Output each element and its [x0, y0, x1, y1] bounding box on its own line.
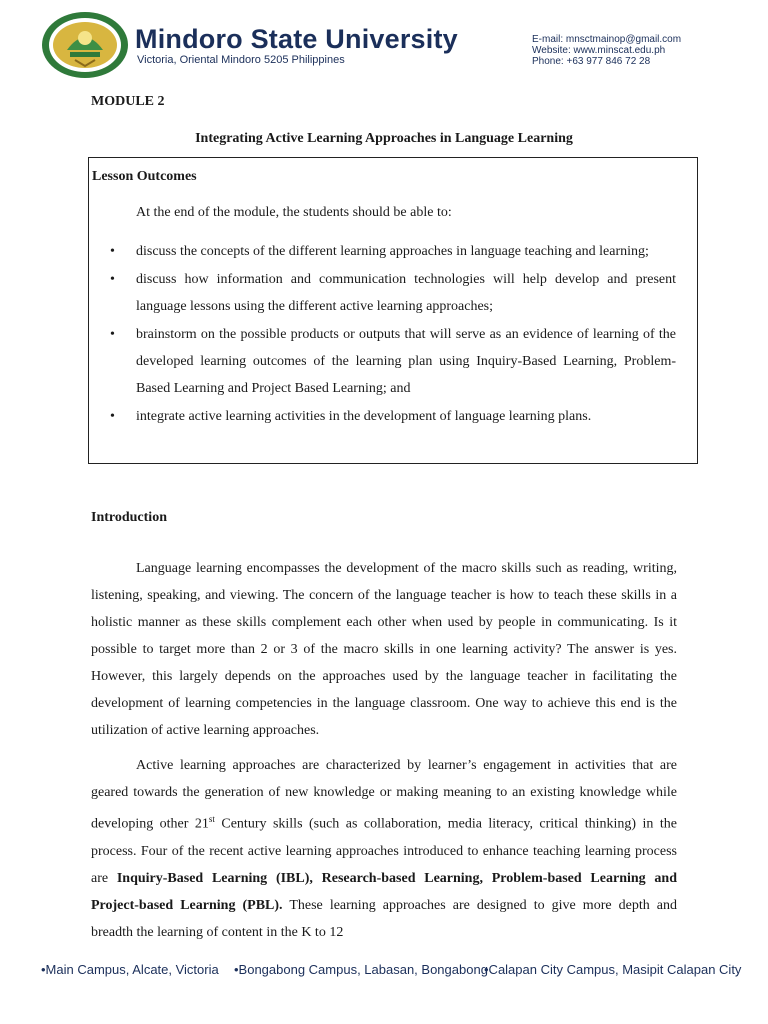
paragraph-text: These learning approaches are designed to give more depth and breadth the learning of content in the K to 12 — [91, 897, 677, 940]
bullet-icon: • — [110, 409, 115, 424]
list-item — [89, 321, 697, 402]
contact-block — [532, 34, 681, 67]
contact-phone: Phone: +63 977 846 72 28 — [532, 56, 651, 67]
list-item — [89, 266, 697, 320]
bold-approaches-text: Inquiry-Based Learning (IBL), Research-based Learning, Problem-based Learning and Project-based Learning (PBL). — [91, 870, 677, 913]
list-item — [89, 403, 697, 430]
university-address: Victoria, Oriental Mindoro 5205 Philippines — [137, 54, 345, 66]
introduction-paragraph-1: Language learning encompasses the development of the macro skills such as reading, writing, listening, speaking, and viewing. The concern of the language teacher is how to teach these skills in a holistic manner as these skills complement each other when used by people in communicating. Is it possible to target more than 2 or 3 of the macro skills in one learning activity? The answer is yes. However, this largely depends on the approaches used by the language teacher in facilitating the development of learning competencies in the language classroom. One way to achieve this end is the utilization of active learning approaches. — [91, 561, 677, 738]
module-label: MODULE 2 — [91, 94, 165, 109]
contact-website: Website: www.minscat.edu.ph — [532, 45, 666, 56]
footer-campus-calapan: •Calapan City Campus, Masipit Calapan City — [484, 962, 742, 977]
module-title: Integrating Active Learning Approaches in Language Learning — [195, 131, 573, 146]
outcome-text: discuss how information and communication technologies will help develop and present language lessons using the different active learning approaches; — [136, 272, 676, 314]
lesson-outcomes-heading: Lesson Outcomes — [92, 169, 197, 184]
paragraph-text: Century skills (such as collaboration, media literacy, critical thinking) in the process. Four of the recent active learning approaches introduced to enhance teaching learning process are — [91, 816, 677, 886]
lesson-outcomes-list — [89, 238, 697, 431]
contact-email: E-mail: mnsctmainop@gmail.com — [532, 34, 682, 45]
lesson-outcomes-box — [88, 157, 698, 464]
university-seal-icon — [40, 10, 130, 80]
bullet-icon: • — [110, 272, 115, 287]
bullet-icon: • — [110, 327, 115, 342]
superscript-text: st — [208, 814, 215, 824]
outcome-text: integrate active learning activities in the development of language learning plans. — [136, 409, 592, 424]
footer-campus-main: •Main Campus, Alcate, Victoria — [41, 962, 219, 977]
introduction-paragraph-2 — [91, 752, 677, 946]
paragraph-text: Active learning approaches are characterized by learner’s engagement in activities that are geared towards the generation of new knowledge or making meaning to an existing knowledge while developing other 21 — [91, 758, 677, 832]
introduction-heading: Introduction — [91, 510, 167, 525]
outcome-text: discuss the concepts of the different learning approaches in language teaching and learning; — [136, 244, 649, 259]
lesson-outcomes-intro: At the end of the module, the students should be able to: — [136, 205, 452, 220]
university-name: Mindoro State University — [135, 24, 458, 54]
list-item — [89, 238, 697, 265]
bullet-icon: • — [110, 244, 115, 259]
outcome-text: brainstorm on the possible products or outputs that will serve as an evidence of learning of the developed learning outcomes of the learning plan using Inquiry-Based Learning, Problem-Based Learning and Project Based Learning; and — [136, 327, 676, 396]
footer-campus-bongabong: •Bongabong Campus, Labasan, Bongabong — [234, 962, 488, 977]
letterhead — [0, 0, 768, 90]
